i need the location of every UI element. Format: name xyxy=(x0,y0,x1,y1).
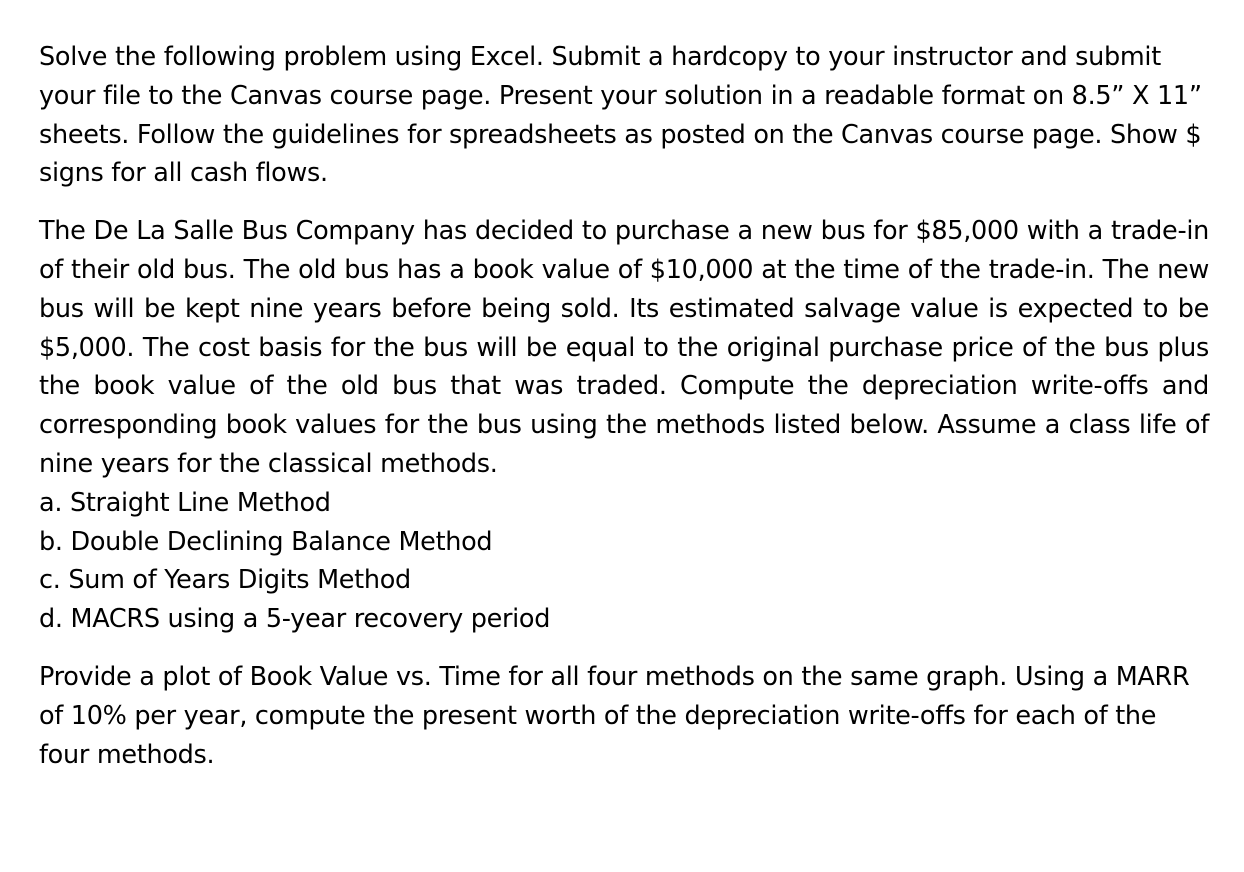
method-item-macrs: d. MACRS using a 5-year recovery period xyxy=(39,604,551,635)
problem-paragraph: The De La Salle Bus Company has decided to purchase a new bus for $85,000 with a trade-in of their old bus. The old bus has a book value of $10,000 at the time of the trade-in. The new bus will be kept nine years before being sold. Its estimated salvage value is expected to be $5,000. The cost basis for the bus will be equal to the original purchase price of the bus plus the book value of the old bus that was traded. Compute the depreciation write-offs and corresponding book values for the bus using the methods listed below. Assume a class life of nine years for the classical methods. xyxy=(39,216,1209,479)
document-page xyxy=(39,38,1209,774)
method-item-straight-line: a. Straight Line Method xyxy=(39,487,331,518)
method-item-double-declining: b. Double Declining Balance Method xyxy=(39,526,493,557)
methods-list xyxy=(39,484,1209,639)
closing-paragraph: Provide a plot of Book Value vs. Time for all four methods on the same graph. Using a MARR of 10% per year, compute the present worth of the depreciation write-offs for each of the four methods. xyxy=(39,661,1190,770)
instructions-paragraph: Solve the following problem using Excel. Submit a hardcopy to your instructor and submit your file to the Canvas course page. Present your solution in a readable format on 8.5” X 11” sheets. Follow the guidelines for spreadsheets as posted on the Canvas course page. Show $ signs for all cash flows. xyxy=(39,42,1202,189)
method-item-sum-of-years: c. Sum of Years Digits Method xyxy=(39,565,411,596)
